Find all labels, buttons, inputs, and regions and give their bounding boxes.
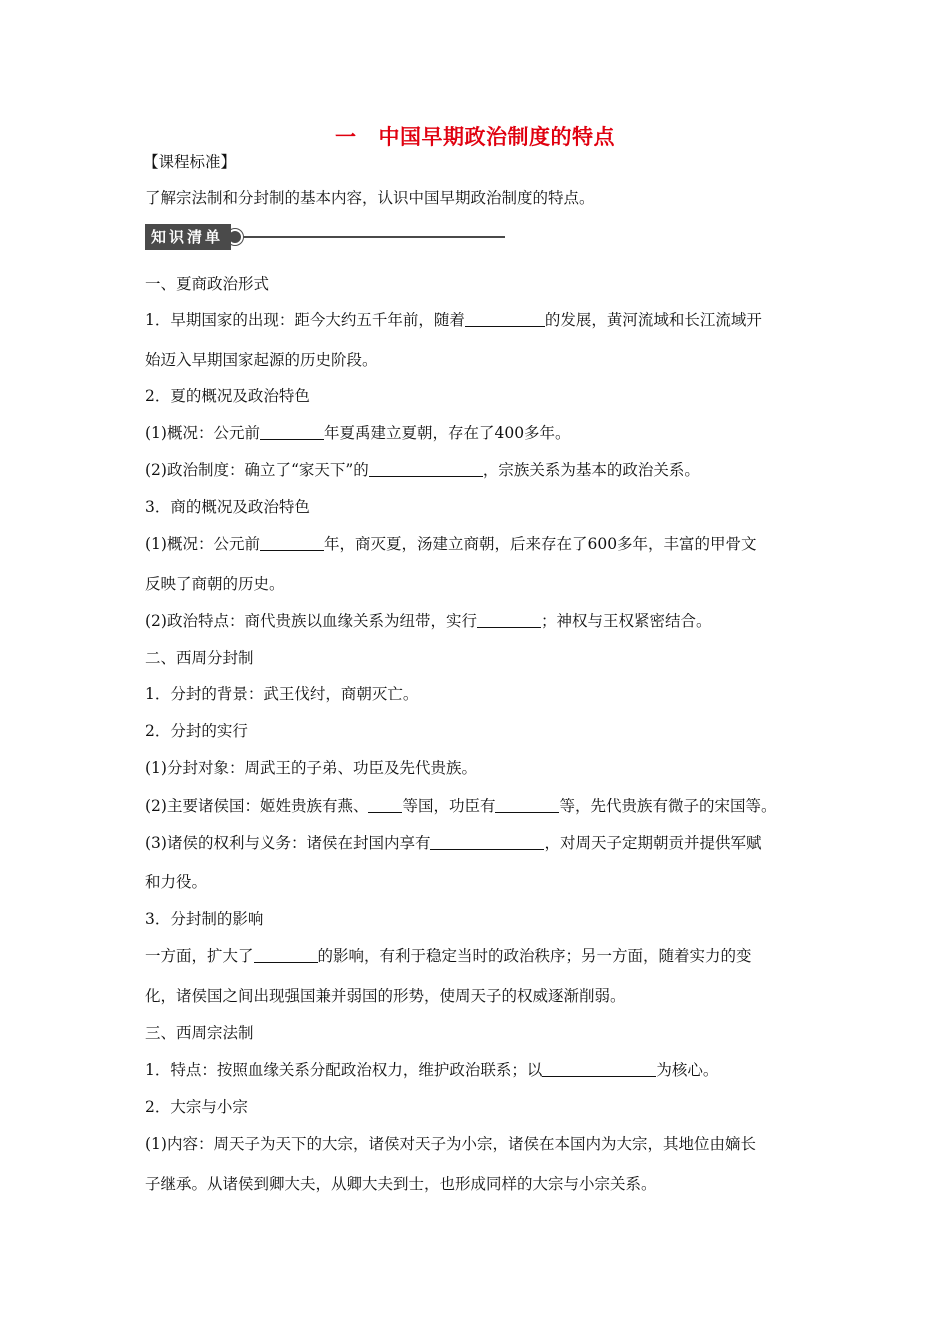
text-line: (2)主要诸侯国：姬姓贵族有燕、 等国，功臣有 等，先代贵族有微子的宋国等。 xyxy=(145,797,777,815)
text-line: 1．早期国家的出现：距今大约五千年前，随着 的发展，黄河流域和长江流域开 xyxy=(145,311,762,329)
title-text: 中国早期政治制度的特点 xyxy=(378,124,615,149)
banner-rule xyxy=(243,236,505,238)
text-line: 和力役。 xyxy=(145,873,208,891)
fill-blank[interactable] xyxy=(430,833,544,850)
text-line: (2)政治制度：确立了“家天下”的 ，宗族关系为基本的政治关系。 xyxy=(145,461,700,479)
text-line: (1)概况：公元前 年，商灭夏，汤建立商朝，后来存在了600多年，丰富的甲骨文 xyxy=(145,535,757,553)
course-standard-heading: 【课程标准】 xyxy=(143,153,237,171)
subheading: 3．分封制的影响 xyxy=(145,910,264,928)
subheading: 3．商的概况及政治特色 xyxy=(145,498,310,516)
subheading: 2．大宗与小宗 xyxy=(145,1098,248,1116)
fill-blank[interactable] xyxy=(477,611,541,628)
text-line: 始迈入早期国家起源的历史阶段。 xyxy=(145,351,378,369)
fill-blank[interactable] xyxy=(260,534,324,551)
section-heading: 三、西周宗法制 xyxy=(145,1024,254,1042)
page-title xyxy=(0,121,950,151)
text-line: (1)分封对象：周武王的子弟、功臣及先代贵族。 xyxy=(145,759,477,777)
text-line: (3)诸侯的权利与义务：诸侯在封国内享有 ，对周天子定期朝贡并提供军赋 xyxy=(145,834,762,852)
text-line: (1)内容：周天子为天下的大宗，诸侯对天子为小宗，诸侯在本国内为大宗，其地位由嫡长 xyxy=(145,1135,756,1153)
banner-label: 知识清单 xyxy=(145,224,231,250)
fill-blank[interactable] xyxy=(254,946,318,963)
fill-blank[interactable] xyxy=(368,796,402,813)
course-standard-text: 了解宗法制和分封制的基本内容，认识中国早期政治制度的特点。 xyxy=(145,189,595,207)
text-line: (2)政治特点：商代贵族以血缘关系为纽带，实行 ；神权与王权紧密结合。 xyxy=(145,612,712,630)
text-line: 1．特点：按照血缘关系分配政治权力，维护政治联系；以 为核心。 xyxy=(145,1061,719,1079)
text-line: 子继承。从诸侯到卿大夫，从卿大夫到士，也形成同样的大宗与小宗关系。 xyxy=(145,1175,657,1193)
section-heading: 一、夏商政治形式 xyxy=(145,275,270,293)
knowledge-list-banner xyxy=(145,224,505,250)
text-line: (1)概况：公元前 年夏禹建立夏朝，存在了400多年。 xyxy=(145,424,571,442)
fill-blank[interactable] xyxy=(260,423,324,440)
text-line: 反映了商朝的历史。 xyxy=(145,575,285,593)
fill-blank[interactable] xyxy=(369,460,483,477)
section-heading: 二、西周分封制 xyxy=(145,649,254,667)
title-number: 一 xyxy=(335,124,357,149)
text-line: 1．分封的背景：武王伐纣，商朝灭亡。 xyxy=(145,685,419,703)
text-line: 一方面，扩大了 的影响，有利于稳定当时的政治秩序；另一方面，随着实力的变 xyxy=(145,947,752,965)
fill-blank[interactable] xyxy=(465,310,545,327)
fill-blank[interactable] xyxy=(542,1060,656,1077)
subheading: 2．夏的概况及政治特色 xyxy=(145,387,310,405)
fill-blank[interactable] xyxy=(495,796,559,813)
subheading: 2．分封的实行 xyxy=(145,722,248,740)
text-line: 化，诸侯国之间出现强国兼并弱国的形势，使周天子的权威逐渐削弱。 xyxy=(145,987,626,1005)
